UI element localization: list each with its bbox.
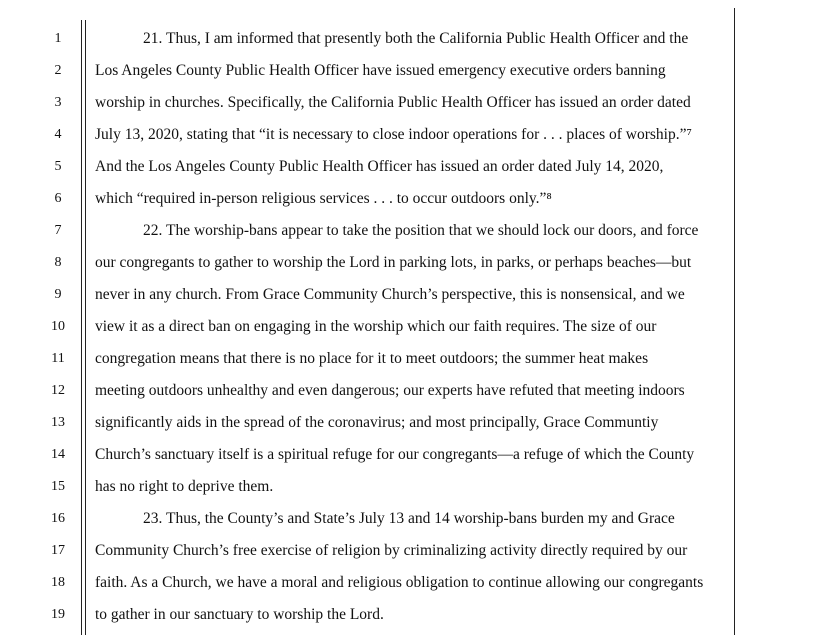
line-number-column [40,27,76,635]
line-number: 15 [51,479,65,494]
paragraph-21-line: 21. Thus, I am informed that presently both the California Public Health Officer and the [143,30,689,47]
line-number: 1 [54,31,62,46]
line-number: 13 [51,415,65,430]
line-number: 14 [51,447,65,462]
line-number: 5 [54,159,62,174]
paragraph-21-line: And the Los Angeles County Public Health Officer has issued an order dated July 14, 2020, [95,158,664,175]
line-number: 6 [54,191,62,206]
line-number: 4 [54,127,62,142]
line-number: 2 [54,63,62,78]
line-number: 17 [51,543,65,558]
left-margin-rule-inner [85,20,86,635]
paragraph-23-line: to gather in our sanctuary to worship the Lord. [95,606,384,623]
document-body-text [95,27,725,635]
line-number: 16 [51,511,65,526]
left-margin-rule-outer [81,20,82,635]
paragraph-22-line: our congregants to gather to worship the Lord in parking lots, in parks, or perhaps beaches—but [95,254,692,271]
line-number: 10 [51,319,65,334]
paragraph-23-line: 23. Thus, the County’s and State’s July 13 and 14 worship-bans burden my and Grace [143,510,675,527]
paragraph-21-line: which “required in-person religious services . . . to occur outdoors only.”⁸ [95,190,552,207]
paragraph-22-line: meeting outdoors unhealthy and even dangerous; our experts have refuted that meeting indoors [95,382,685,399]
paragraph-22-line: never in any church. From Grace Community Church’s perspective, this is nonsensical, and we [95,286,685,303]
line-number: 19 [51,607,65,622]
paragraph-22-line: view it as a direct ban on engaging in the worship which our faith requires. The size of our [95,318,657,335]
paragraph-21-line: July 13, 2020, stating that “it is necessary to close indoor operations for . . . places of worship.”⁷ [95,126,692,143]
line-number: 9 [54,287,62,302]
line-number: 7 [54,223,62,238]
paragraph-21-line: Los Angeles County Public Health Officer have issued emergency executive orders banning [95,62,666,79]
line-number: 12 [51,383,65,398]
line-number: 8 [54,255,62,270]
right-margin-rule [734,8,735,635]
line-number: 3 [54,95,62,110]
paragraph-23-line: Community Church’s free exercise of religion by criminalizing activity directly required by our [95,542,688,559]
paragraph-22-line: 22. The worship-bans appear to take the position that we should lock our doors, and force [143,222,699,239]
paragraph-22-line: has no right to deprive them. [95,478,274,495]
paragraph-21-line: worship in churches. Specifically, the California Public Health Officer has issued an order dated [95,94,691,111]
paragraph-23-line: faith. As a Church, we have a moral and religious obligation to continue allowing our congregants [95,574,704,591]
line-number: 11 [51,351,65,366]
line-number: 18 [51,575,65,590]
paragraph-22-line: significantly aids in the spread of the coronavirus; and most principally, Grace Communtiy [95,414,659,431]
paragraph-22-line: congregation means that there is no place for it to meet outdoors; the summer heat makes [95,350,649,367]
paragraph-22-line: Church’s sanctuary itself is a spiritual refuge for our congregants—a refuge of which the County [95,446,695,463]
